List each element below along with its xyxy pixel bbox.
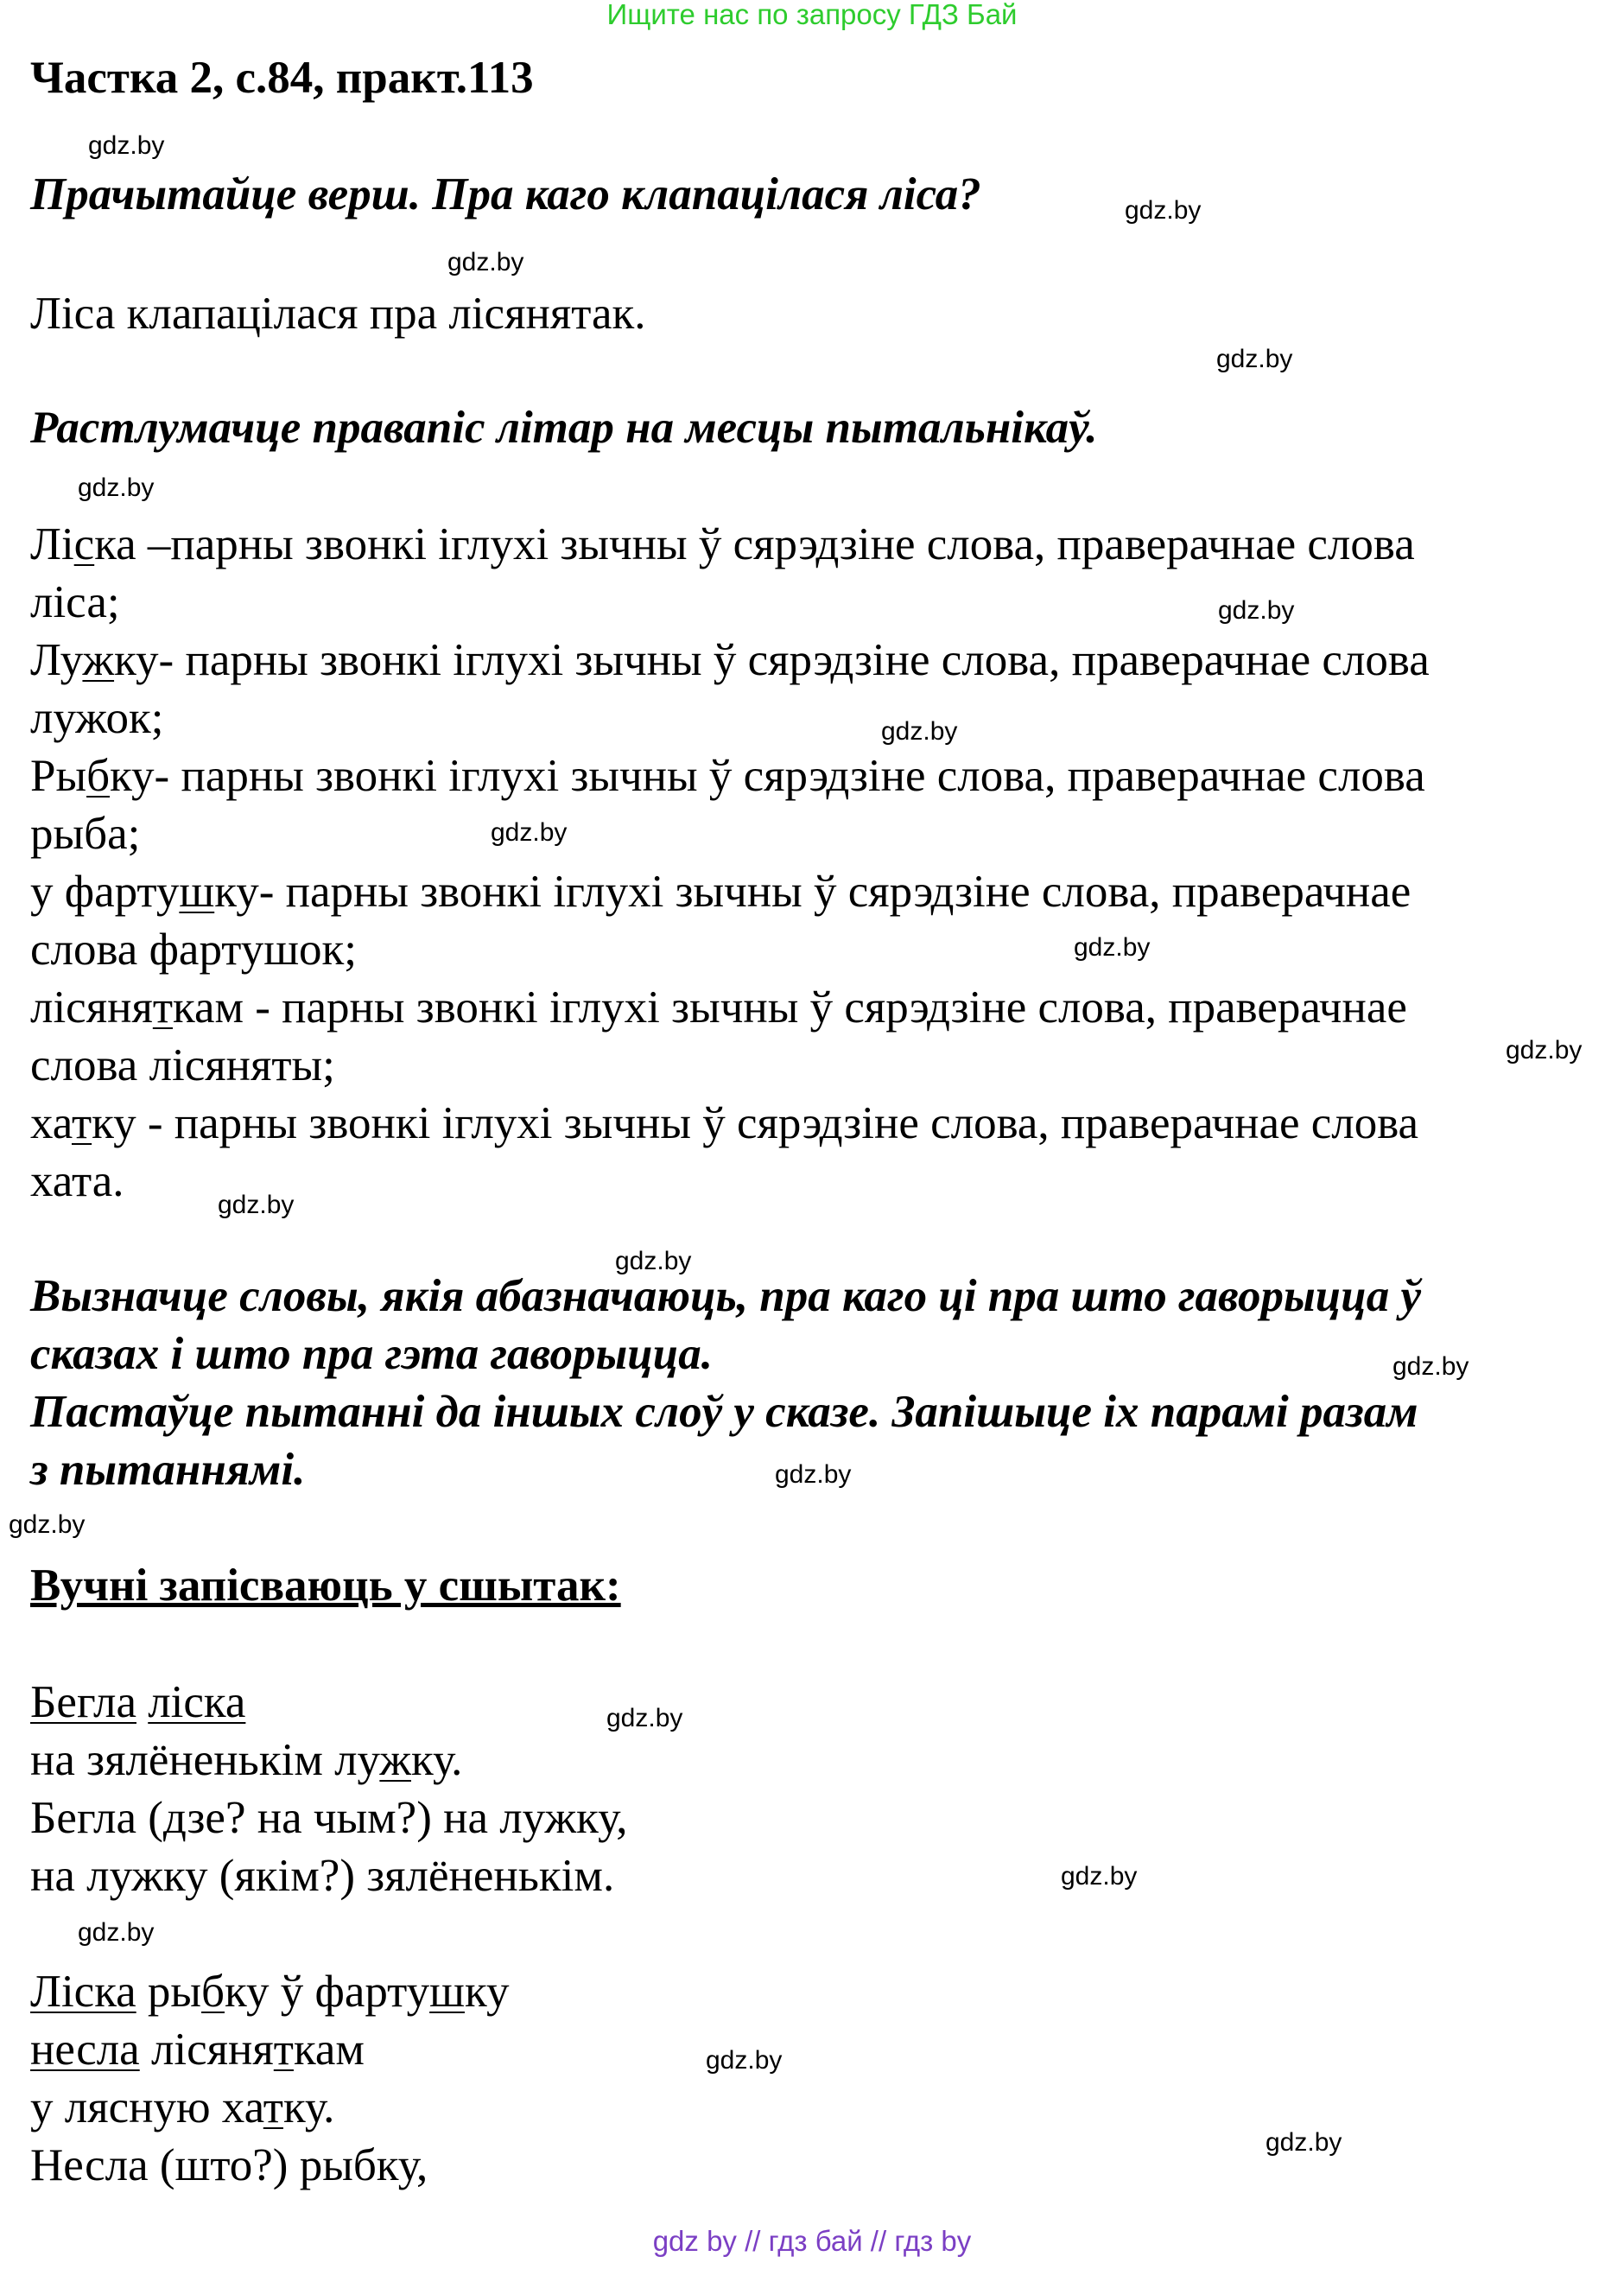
explanation-line: хатку - парны звонкі іглухі зычны ў сярэдзіне слова, праверачнае слова [30, 1098, 1419, 1148]
watermark: gdz.by [1266, 2128, 1342, 2157]
watermark: gdz.by [78, 474, 155, 502]
task-2: Растлумачце правапіс літар на месцы пытальнікаў. [30, 403, 1098, 453]
task-3-line: з пытаннямі. [30, 1445, 306, 1495]
task-1: Прачытайце верш. Пра каго клапацілася ліса? [30, 169, 981, 219]
watermark: gdz.by [9, 1510, 86, 1539]
explanation-line: хата. [30, 1156, 124, 1206]
watermark: gdz.by [78, 1918, 155, 1947]
explanation-line: Лужку- парны звонкі іглухі зычны ў сярэдзіне слова, праверачнае слова [30, 635, 1430, 685]
explanation-line: Рыбку- парны звонкі іглухі зычны ў сярэдзіне слова, праверачнае слова [30, 751, 1425, 801]
poem-line: на лужку (якім?) зялёненькім. [30, 1851, 615, 1901]
task-3-line: Пастаўце пытанні да іншых слоў у сказе. Запішыце іх парамі разам [30, 1387, 1418, 1437]
watermark: gdz.by [1125, 196, 1202, 225]
poem-line: Бегла (дзе? на чым?) на лужку, [30, 1793, 628, 1843]
poem-line: у лясную хатку. [30, 2082, 335, 2132]
task-3-line: Вызначце словы, якія абазначаюць, пра каго ці пра што гаворыцца ў [30, 1271, 1422, 1321]
task-3-line: сказах і што пра гэта гаворыцца. [30, 1329, 713, 1379]
watermark: gdz.by [615, 1247, 692, 1275]
answer-1: Ліса клапацілася пра лісянятак. [30, 289, 646, 339]
watermark: gdz.by [1061, 1862, 1138, 1891]
watermark: gdz.by [775, 1460, 852, 1489]
explanation-line: слова лісяняты; [30, 1040, 335, 1090]
watermark: gdz.by [881, 717, 958, 746]
watermark: gdz.by [606, 1704, 683, 1732]
explanation-line: лісяняткам - парны звонкі іглухі зычны ў сярэдзіне слова, праверачнае [30, 982, 1407, 1033]
poem-line: Ліска рыбку ў фартушку [30, 1967, 510, 2017]
watermark: gdz.by [491, 818, 568, 847]
watermark: gdz.by [88, 131, 165, 160]
explanation-line: рыба; [30, 809, 141, 859]
watermark: gdz.by [447, 248, 524, 276]
watermark: gdz.by [706, 2046, 783, 2075]
watermark: gdz.by [218, 1191, 295, 1219]
explanation-line: Ліска –парны звонкі іглухі зычны ў сярэдзіне слова, праверачнае слова [30, 519, 1415, 569]
explanation-line: у фартушку- парны звонкі іглухі зычны ў сярэдзіне слова, праверачнае [30, 867, 1411, 917]
watermark: gdz.by [1216, 345, 1293, 373]
explanation-line: лужок; [30, 693, 164, 743]
poem-line: Несла (што?) рыбку, [30, 2140, 428, 2190]
poem-line: Бегла ліска [30, 1677, 246, 1727]
watermark: gdz.by [1506, 1036, 1583, 1065]
page-heading: Частка 2, с.84, практ.113 [30, 53, 534, 103]
watermark: gdz.by [1218, 596, 1295, 625]
top-search-banner: Ищите нас по запросу ГДЗ Бай [606, 0, 1018, 30]
footer-banner: gdz by // гдз бай // гдз by [652, 2225, 972, 2257]
explanation-line: ліса; [30, 577, 120, 627]
explanation-line: слова фартушок; [30, 925, 357, 975]
poem-line: на зялёненькім лужку. [30, 1735, 463, 1785]
subheading: Вучні запісваюць у сшытак: [30, 1560, 621, 1611]
poem-line: несла лісяняткам [30, 2024, 365, 2075]
watermark: gdz.by [1392, 1352, 1469, 1381]
watermark: gdz.by [1074, 933, 1151, 962]
